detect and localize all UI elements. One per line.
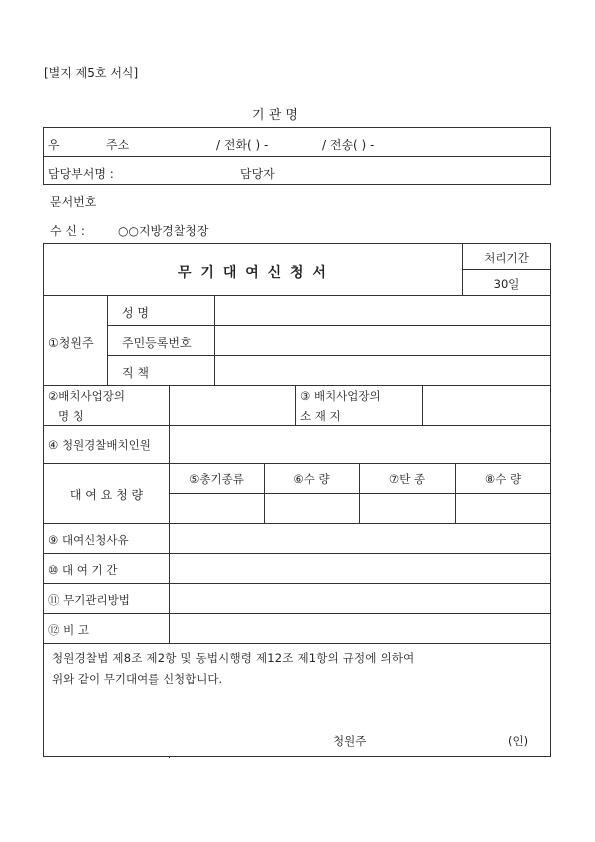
weapon-management-label: ⑪ 무기관리방법 — [48, 593, 130, 607]
postal-label: 우 — [48, 138, 60, 152]
fax-label: / 전송( ) - — [322, 138, 375, 152]
form-number-label: [별지 제5호 서식] — [44, 66, 139, 80]
address-label: 주소 — [106, 138, 130, 152]
ammo-quantity-header: ⑧수 량 — [484, 472, 522, 486]
agency-name: 기 관 명 — [252, 108, 298, 123]
document-number-label: 문서번호 — [50, 195, 97, 209]
loan-reason-label: ⑨ 대여신청사유 — [48, 533, 129, 547]
weapon-quantity-header: ⑥수 량 — [293, 472, 330, 486]
recipient-value: ○○지방경찰청장 — [118, 224, 209, 238]
resident-number-label: 주민등록번호 — [122, 336, 192, 350]
workplace-location-label-1: ③ 배치사업장의 — [300, 389, 381, 403]
processing-period-label: 처리기간 — [484, 251, 529, 265]
workplace-name-label-1: ②배치사업장의 — [48, 389, 125, 403]
phone-label: / 전화( ) - — [216, 138, 269, 152]
remarks-label: ⑫ 비 고 — [48, 623, 90, 637]
loan-request-label: 대 여 요 청 량 — [69, 488, 144, 502]
seal-label: (인) — [508, 734, 529, 748]
weapon-type-header: ⑤총기종류 — [189, 472, 244, 486]
workplace-name-label-2: 명 칭 — [58, 409, 84, 423]
signer-label: 청원주 — [333, 734, 367, 748]
statement-line-2: 위와 같이 무기대여를 신청합니다. — [52, 672, 223, 686]
form-title: 무 기 대 여 신 청 서 — [178, 265, 328, 281]
loan-period-label: ⑩ 대 여 기 간 — [48, 563, 118, 577]
position-label: 직 책 — [122, 366, 149, 380]
applicant-label: ①청원주 — [48, 336, 94, 350]
person-in-charge-label: 담당자 — [240, 167, 275, 181]
guard-count-label: ④ 청원경찰배치인원 — [48, 438, 151, 452]
ammo-type-header: ⑦탄 종 — [388, 472, 426, 486]
recipient-label: 수 신 : — [50, 224, 85, 238]
statement-line-1: 청원경찰법 제8조 제2항 및 동법시행령 제12조 제1항의 규정에 의하여 — [52, 651, 415, 665]
workplace-location-label-2: 소 재 지 — [300, 409, 341, 423]
name-label: 성 명 — [122, 306, 149, 320]
department-label: 담당부서명 : — [48, 167, 114, 181]
processing-period-value: 30일 — [493, 277, 520, 291]
